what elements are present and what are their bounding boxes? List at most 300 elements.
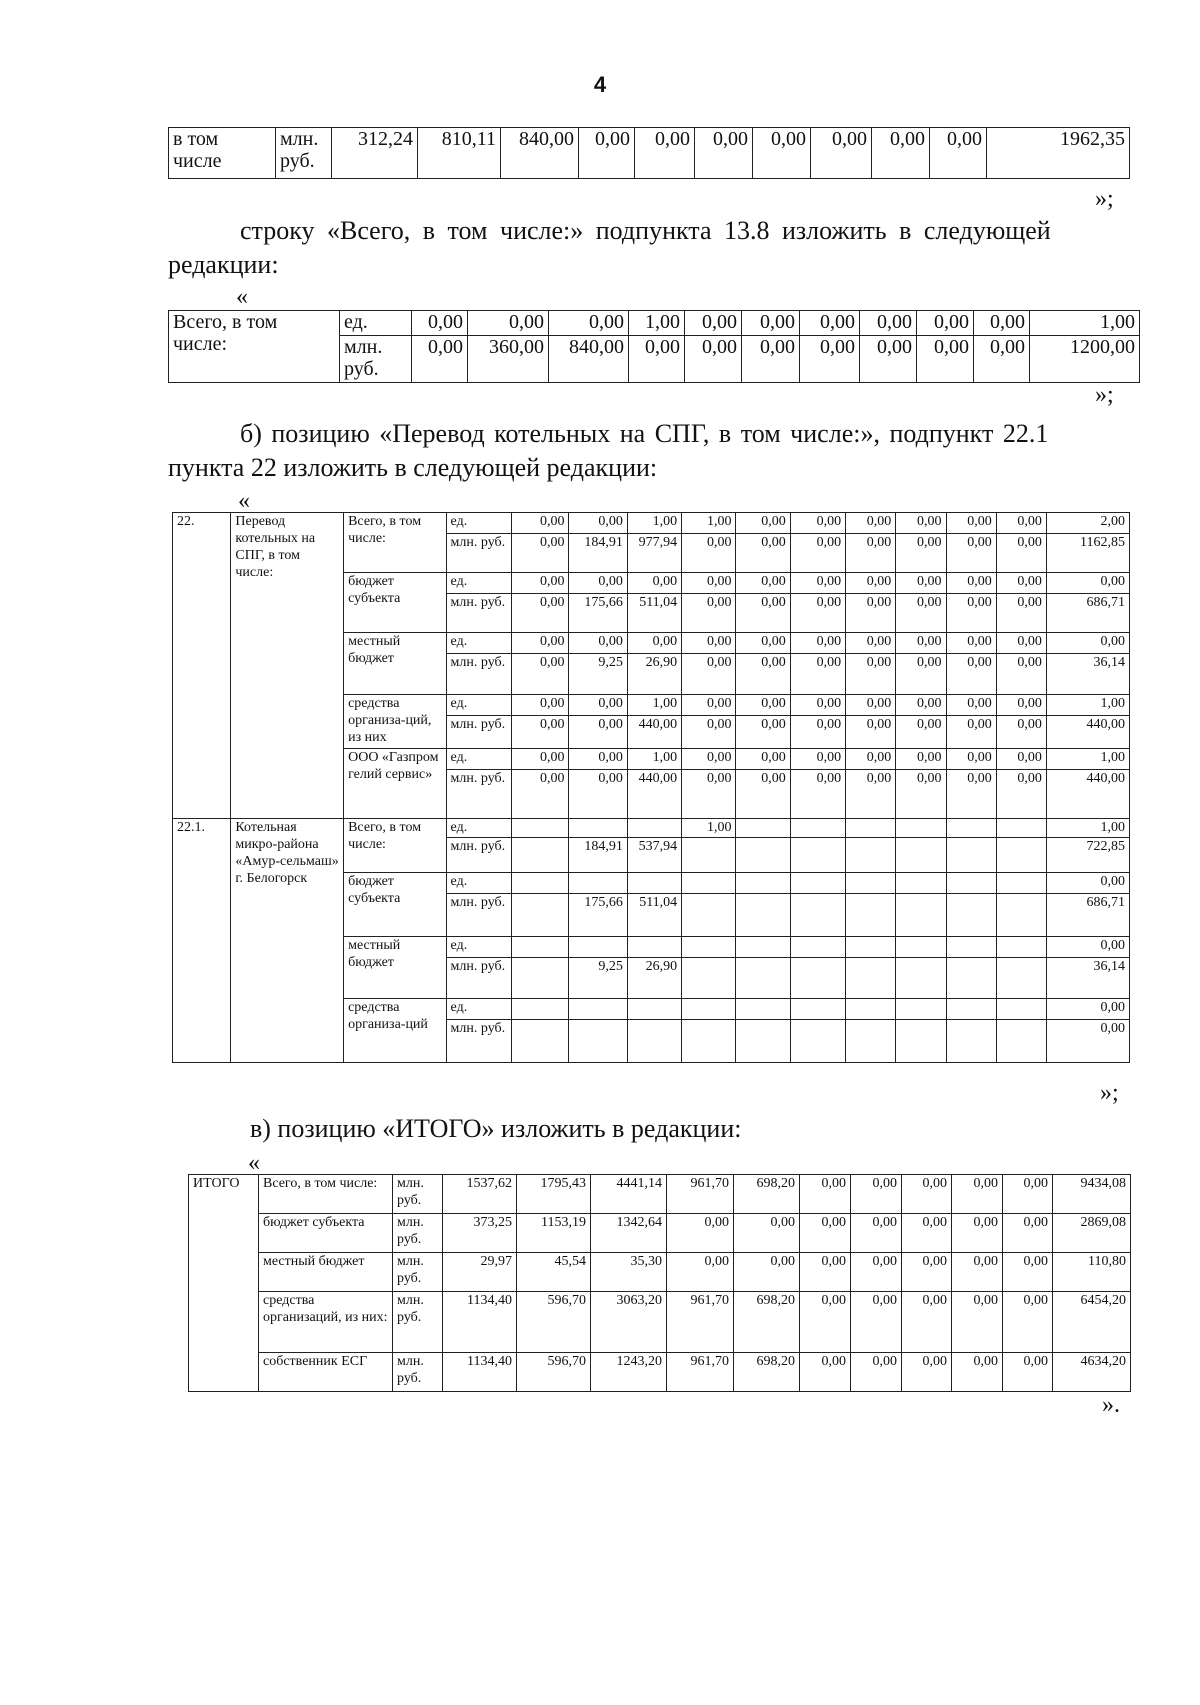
closing-quote: »; xyxy=(1100,1080,1119,1106)
value-cell: 0,00 xyxy=(996,534,1046,573)
value-cell xyxy=(946,1020,996,1063)
row-label: бюджет субъекта xyxy=(259,1214,393,1253)
value-cell xyxy=(846,937,896,958)
value-cell: 0,00 xyxy=(682,573,736,594)
value-cell: 0,00 xyxy=(902,1353,952,1392)
value-cell: 0,00 xyxy=(682,594,736,633)
value-cell: 0,00 xyxy=(996,594,1046,633)
value-cell: 9,25 xyxy=(569,654,627,695)
value-cell xyxy=(946,937,996,958)
value-cell: 175,66 xyxy=(569,894,627,937)
unit-cell: млн. руб. xyxy=(393,1175,443,1214)
group-label: средства организа-ций xyxy=(344,999,446,1063)
table-row xyxy=(169,128,1130,179)
value-cell: 0,00 xyxy=(902,1175,952,1214)
value-cell: 0,00 xyxy=(682,695,736,716)
value-cell: 0,00 xyxy=(569,573,627,594)
value-cell: 0,00 xyxy=(996,513,1046,534)
value-cell: 0,00 xyxy=(1003,1292,1053,1353)
value-cell: 440,00 xyxy=(1046,716,1129,749)
value-cell: 0,00 xyxy=(682,770,736,819)
closing-quote: »; xyxy=(1095,382,1114,408)
opening-quote: « xyxy=(236,284,248,310)
paragraph-line: в) позицию «ИТОГО» изложить в редакции: xyxy=(250,1114,742,1143)
unit-cell: ед. xyxy=(446,633,512,654)
page-number: 4 xyxy=(593,72,607,97)
value-cell xyxy=(946,894,996,937)
unit-cell: ед. xyxy=(446,749,512,770)
value-cell: 698,20 xyxy=(734,1353,800,1392)
table-row xyxy=(169,311,1140,336)
group-label: Всего, в том числе: xyxy=(344,513,446,573)
value-cell xyxy=(896,999,946,1020)
value-cell: 0,00 xyxy=(946,695,996,716)
value-cell: 0,00 xyxy=(896,573,946,594)
table-row xyxy=(189,1292,1131,1353)
value-cell: 1162,85 xyxy=(1046,534,1129,573)
value-cell: 0,00 xyxy=(851,1253,902,1292)
value-cell: 0,00 xyxy=(996,654,1046,695)
value-cell xyxy=(896,894,946,937)
value-cell: 1342,64 xyxy=(591,1214,667,1253)
group-label: местный бюджет xyxy=(344,633,446,695)
row-label: местный бюджет xyxy=(259,1253,393,1292)
value-cell: 0,00 xyxy=(974,311,1030,336)
value-cell: 35,30 xyxy=(591,1253,667,1292)
value-cell xyxy=(736,1020,790,1063)
value-cell: 0,00 xyxy=(896,513,946,534)
table-itogo xyxy=(188,1174,1131,1392)
value-cell: 511,04 xyxy=(627,894,681,937)
value-cell: 0,00 xyxy=(512,594,569,633)
value-cell: 4441,14 xyxy=(591,1175,667,1214)
value-cell xyxy=(682,937,736,958)
value-cell xyxy=(512,894,569,937)
unit-cell: млн. руб. xyxy=(446,654,512,695)
value-cell xyxy=(896,1020,946,1063)
unit-cell: млн. руб. xyxy=(446,770,512,819)
unit-cell: ед. xyxy=(446,513,512,534)
value-cell: 722,85 xyxy=(1046,838,1129,873)
unit-cell: млн. руб. xyxy=(446,716,512,749)
table-row xyxy=(173,513,1130,534)
value-cell: 0,00 xyxy=(667,1253,734,1292)
unit-cell: млн. руб. xyxy=(393,1214,443,1253)
value-cell xyxy=(846,873,896,894)
value-cell xyxy=(569,1020,627,1063)
value-cell: 0,00 xyxy=(412,336,468,383)
value-cell: 0,00 xyxy=(627,633,681,654)
value-cell xyxy=(627,937,681,958)
value-cell: 0,00 xyxy=(736,749,790,770)
value-cell: 0,00 xyxy=(790,695,845,716)
value-cell: 0,00 xyxy=(996,573,1046,594)
value-cell: 0,00 xyxy=(974,336,1030,383)
value-cell: 0,00 xyxy=(736,654,790,695)
group-label: средства организа-ций, из них xyxy=(344,695,446,749)
value-cell xyxy=(682,838,736,873)
row-label: средства организаций, из них: xyxy=(259,1292,393,1353)
value-cell: 0,00 xyxy=(800,311,860,336)
value-cell: 373,25 xyxy=(443,1214,517,1253)
paragraph-line: пункта 22 изложить в следующей редакции: xyxy=(168,453,658,482)
value-cell: 0,00 xyxy=(902,1292,952,1353)
value-cell: 0,00 xyxy=(952,1253,1003,1292)
value-cell: 0,00 xyxy=(512,573,569,594)
value-cell xyxy=(512,873,569,894)
value-cell: 961,70 xyxy=(667,1292,734,1353)
value-cell: 0,00 xyxy=(851,1175,902,1214)
value-cell: 1134,40 xyxy=(443,1353,517,1392)
closing-quote: »; xyxy=(1095,186,1114,212)
value-cell: 0,00 xyxy=(512,770,569,819)
value-cell xyxy=(790,1020,845,1063)
value-cell: 0,00 xyxy=(946,716,996,749)
value-cell xyxy=(682,1020,736,1063)
value-cell: 0,00 xyxy=(800,1175,851,1214)
value-cell xyxy=(569,999,627,1020)
value-cell xyxy=(569,937,627,958)
value-cell: 36,14 xyxy=(1046,958,1129,999)
value-cell: 1962,35 xyxy=(987,128,1130,179)
value-cell: 0,00 xyxy=(734,1214,800,1253)
value-cell: 1,00 xyxy=(1046,749,1129,770)
value-cell: 0,00 xyxy=(1046,1020,1129,1063)
value-cell: 0,00 xyxy=(512,534,569,573)
value-cell: 0,00 xyxy=(800,1253,851,1292)
value-cell xyxy=(682,894,736,937)
value-cell: 0,00 xyxy=(946,770,996,819)
table-row xyxy=(189,1353,1131,1392)
value-cell: 0,00 xyxy=(996,716,1046,749)
value-cell xyxy=(736,894,790,937)
unit-cell: млн. руб. xyxy=(446,894,512,937)
value-cell: 0,00 xyxy=(736,633,790,654)
row-label: в том числе xyxy=(169,128,276,179)
value-cell: 596,70 xyxy=(517,1292,591,1353)
value-cell: 0,00 xyxy=(860,311,917,336)
value-cell xyxy=(946,958,996,999)
value-cell: 0,00 xyxy=(996,770,1046,819)
value-cell: 1,00 xyxy=(629,311,685,336)
unit-cell: млн. руб. xyxy=(276,128,332,179)
value-cell: 36,14 xyxy=(1046,654,1129,695)
value-cell: 312,24 xyxy=(332,128,418,179)
value-cell xyxy=(627,999,681,1020)
value-cell: 0,00 xyxy=(996,633,1046,654)
value-cell: 0,00 xyxy=(512,513,569,534)
value-cell: 2,00 xyxy=(1046,513,1129,534)
value-cell: 0,00 xyxy=(952,1353,1003,1392)
value-cell: 0,00 xyxy=(846,513,896,534)
value-cell: 0,00 xyxy=(569,716,627,749)
value-cell: 0,00 xyxy=(846,594,896,633)
value-cell: 175,66 xyxy=(569,594,627,633)
value-cell: 0,00 xyxy=(917,336,974,383)
value-cell: 0,00 xyxy=(512,654,569,695)
value-cell: 0,00 xyxy=(753,128,811,179)
value-cell: 0,00 xyxy=(736,534,790,573)
value-cell: 110,80 xyxy=(1053,1253,1131,1292)
value-cell: 0,00 xyxy=(946,534,996,573)
value-cell: 0,00 xyxy=(682,716,736,749)
row-label: Всего, в том числе: xyxy=(259,1175,393,1214)
value-cell: 0,00 xyxy=(629,336,685,383)
value-cell: 2869,08 xyxy=(1053,1214,1131,1253)
value-cell xyxy=(736,838,790,873)
value-cell: 0,00 xyxy=(930,128,987,179)
value-cell: 1,00 xyxy=(627,695,681,716)
value-cell: 0,00 xyxy=(790,534,845,573)
unit-cell: ед. xyxy=(446,937,512,958)
value-cell xyxy=(736,958,790,999)
value-cell xyxy=(790,838,845,873)
value-cell: 0,00 xyxy=(736,513,790,534)
value-cell xyxy=(512,999,569,1020)
value-cell: 0,00 xyxy=(742,336,800,383)
value-cell: 0,00 xyxy=(682,749,736,770)
value-cell xyxy=(627,873,681,894)
value-cell: 0,00 xyxy=(1003,1253,1053,1292)
value-cell: 0,00 xyxy=(996,749,1046,770)
value-cell: 0,00 xyxy=(946,594,996,633)
value-cell: 3063,20 xyxy=(591,1292,667,1353)
value-cell: 0,00 xyxy=(569,749,627,770)
value-cell xyxy=(846,819,896,838)
value-cell: 698,20 xyxy=(734,1292,800,1353)
value-cell: 0,00 xyxy=(468,311,549,336)
value-cell: 0,00 xyxy=(685,311,742,336)
value-cell xyxy=(790,819,845,838)
value-cell: 0,00 xyxy=(896,534,946,573)
value-cell: 0,00 xyxy=(736,695,790,716)
value-cell xyxy=(996,958,1046,999)
value-cell xyxy=(946,838,996,873)
paragraph-line: редакции: xyxy=(168,250,279,279)
value-cell: 0,00 xyxy=(1003,1175,1053,1214)
value-cell: 0,00 xyxy=(800,336,860,383)
table-vsego xyxy=(168,310,1140,383)
value-cell: 0,00 xyxy=(512,716,569,749)
value-cell: 0,00 xyxy=(902,1214,952,1253)
unit-cell: млн. руб. xyxy=(340,336,412,383)
value-cell: 0,00 xyxy=(811,128,872,179)
unit-cell: млн. руб. xyxy=(446,958,512,999)
paragraph-line: строку «Всего, в том числе:» подпункта 13.8 изложить в следующей xyxy=(240,216,1051,245)
table-top xyxy=(168,127,1130,179)
value-cell: 810,11 xyxy=(418,128,501,179)
value-cell xyxy=(512,819,569,838)
value-cell: 0,00 xyxy=(790,513,845,534)
section-name: Котельная микро-района «Амур-сельмаш» г. Белогорск xyxy=(231,819,344,1063)
value-cell: 0,00 xyxy=(860,336,917,383)
value-cell: 0,00 xyxy=(734,1253,800,1292)
value-cell: 0,00 xyxy=(851,1214,902,1253)
paragraph-line: б) позицию «Перевод котельных на СПГ, в том числе:», подпункт 22.1 xyxy=(240,419,1049,448)
value-cell: 1,00 xyxy=(1046,819,1129,838)
value-cell xyxy=(996,819,1046,838)
value-cell: 1153,19 xyxy=(517,1214,591,1253)
value-cell: 0,00 xyxy=(846,573,896,594)
closing-quote: ». xyxy=(1102,1392,1120,1418)
value-cell: 9,25 xyxy=(569,958,627,999)
value-cell: 0,00 xyxy=(569,513,627,534)
value-cell: 0,00 xyxy=(846,716,896,749)
value-cell: 0,00 xyxy=(896,770,946,819)
unit-cell: ед. xyxy=(446,695,512,716)
value-cell: 0,00 xyxy=(1046,999,1129,1020)
value-cell: 840,00 xyxy=(549,336,629,383)
value-cell: 0,00 xyxy=(846,633,896,654)
value-cell: 0,00 xyxy=(952,1175,1003,1214)
value-cell xyxy=(896,838,946,873)
value-cell xyxy=(846,999,896,1020)
unit-cell: млн. руб. xyxy=(393,1292,443,1353)
value-cell: 1,00 xyxy=(627,513,681,534)
value-cell xyxy=(896,937,946,958)
value-cell: 0,00 xyxy=(896,716,946,749)
value-cell xyxy=(896,819,946,838)
table-row xyxy=(189,1175,1131,1214)
value-cell: 0,00 xyxy=(579,128,635,179)
value-cell: 0,00 xyxy=(846,695,896,716)
value-cell: 184,91 xyxy=(569,838,627,873)
value-cell: 0,00 xyxy=(682,534,736,573)
value-cell: 0,00 xyxy=(790,770,845,819)
value-cell: 0,00 xyxy=(851,1353,902,1392)
value-cell: 26,90 xyxy=(627,958,681,999)
value-cell: 0,00 xyxy=(736,770,790,819)
opening-quote: « xyxy=(238,488,250,514)
value-cell xyxy=(846,1020,896,1063)
value-cell: 0,00 xyxy=(790,654,845,695)
value-cell: 184,91 xyxy=(569,534,627,573)
value-cell: 0,00 xyxy=(412,311,468,336)
value-cell: 840,00 xyxy=(501,128,579,179)
value-cell: 1200,00 xyxy=(1030,336,1140,383)
value-cell: 596,70 xyxy=(517,1353,591,1392)
value-cell: 0,00 xyxy=(667,1214,734,1253)
value-cell xyxy=(736,937,790,958)
value-cell: 0,00 xyxy=(896,695,946,716)
value-cell xyxy=(996,1020,1046,1063)
value-cell: 0,00 xyxy=(569,695,627,716)
value-cell xyxy=(736,999,790,1020)
itogo-label: ИТОГО xyxy=(189,1175,259,1392)
table-row xyxy=(173,819,1130,838)
value-cell: 0,00 xyxy=(846,749,896,770)
value-cell xyxy=(682,958,736,999)
value-cell xyxy=(627,1020,681,1063)
value-cell: 0,00 xyxy=(946,654,996,695)
value-cell xyxy=(790,999,845,1020)
value-cell: 0,00 xyxy=(736,573,790,594)
value-cell: 0,00 xyxy=(736,716,790,749)
value-cell: 0,00 xyxy=(512,633,569,654)
value-cell: 0,00 xyxy=(800,1353,851,1392)
value-cell: 0,00 xyxy=(946,633,996,654)
value-cell xyxy=(512,1020,569,1063)
value-cell: 977,94 xyxy=(627,534,681,573)
value-cell: 0,00 xyxy=(1003,1353,1053,1392)
table-row xyxy=(189,1253,1131,1292)
value-cell: 0,00 xyxy=(946,513,996,534)
group-label: ООО «Газпром гелий сервис» xyxy=(344,749,446,819)
value-cell xyxy=(996,838,1046,873)
value-cell: 0,00 xyxy=(952,1292,1003,1353)
value-cell: 1,00 xyxy=(627,749,681,770)
value-cell: 0,00 xyxy=(996,695,1046,716)
value-cell: 0,00 xyxy=(685,336,742,383)
value-cell: 0,00 xyxy=(946,749,996,770)
unit-cell: млн. руб. xyxy=(446,838,512,873)
value-cell: 0,00 xyxy=(1046,873,1129,894)
value-cell: 0,00 xyxy=(896,594,946,633)
value-cell: 440,00 xyxy=(627,716,681,749)
value-cell: 961,70 xyxy=(667,1353,734,1392)
value-cell xyxy=(512,838,569,873)
value-cell: 511,04 xyxy=(627,594,681,633)
value-cell: 0,00 xyxy=(569,633,627,654)
value-cell: 0,00 xyxy=(952,1214,1003,1253)
group-label: Всего, в том числе: xyxy=(344,819,446,873)
value-cell xyxy=(946,873,996,894)
table-row xyxy=(189,1214,1131,1253)
value-cell: 0,00 xyxy=(736,594,790,633)
unit-cell: млн. руб. xyxy=(393,1253,443,1292)
value-cell xyxy=(790,873,845,894)
value-cell xyxy=(512,937,569,958)
value-cell: 1243,20 xyxy=(591,1353,667,1392)
unit-cell: млн. руб. xyxy=(393,1353,443,1392)
value-cell: 45,54 xyxy=(517,1253,591,1292)
value-cell: 0,00 xyxy=(1003,1214,1053,1253)
value-cell xyxy=(996,873,1046,894)
value-cell: 1,00 xyxy=(1046,695,1129,716)
value-cell xyxy=(896,873,946,894)
value-cell: 0,00 xyxy=(846,534,896,573)
value-cell: 1,00 xyxy=(682,819,736,838)
value-cell xyxy=(682,873,736,894)
value-cell: 0,00 xyxy=(896,654,946,695)
value-cell: 1795,43 xyxy=(517,1175,591,1214)
value-cell: 440,00 xyxy=(1046,770,1129,819)
unit-cell: ед. xyxy=(340,311,412,336)
value-cell xyxy=(996,894,1046,937)
section-name: Перевод котельных на СПГ, в том числе: xyxy=(231,513,344,819)
unit-cell: ед. xyxy=(446,819,512,838)
value-cell: 0,00 xyxy=(1046,573,1129,594)
table-section-22 xyxy=(172,512,1130,1063)
group-label: бюджет субъекта xyxy=(344,573,446,633)
value-cell: 0,00 xyxy=(851,1292,902,1353)
value-cell xyxy=(946,819,996,838)
value-cell: 0,00 xyxy=(549,311,629,336)
value-cell: 686,71 xyxy=(1046,894,1129,937)
value-cell xyxy=(736,873,790,894)
value-cell: 0,00 xyxy=(512,695,569,716)
value-cell xyxy=(846,958,896,999)
value-cell xyxy=(996,937,1046,958)
unit-cell: млн. руб. xyxy=(446,594,512,633)
value-cell: 0,00 xyxy=(790,594,845,633)
value-cell: 0,00 xyxy=(695,128,753,179)
value-cell: 1,00 xyxy=(1030,311,1140,336)
value-cell: 0,00 xyxy=(512,749,569,770)
value-cell: 0,00 xyxy=(896,749,946,770)
value-cell: 6454,20 xyxy=(1053,1292,1131,1353)
section-number: 22. xyxy=(173,513,231,819)
